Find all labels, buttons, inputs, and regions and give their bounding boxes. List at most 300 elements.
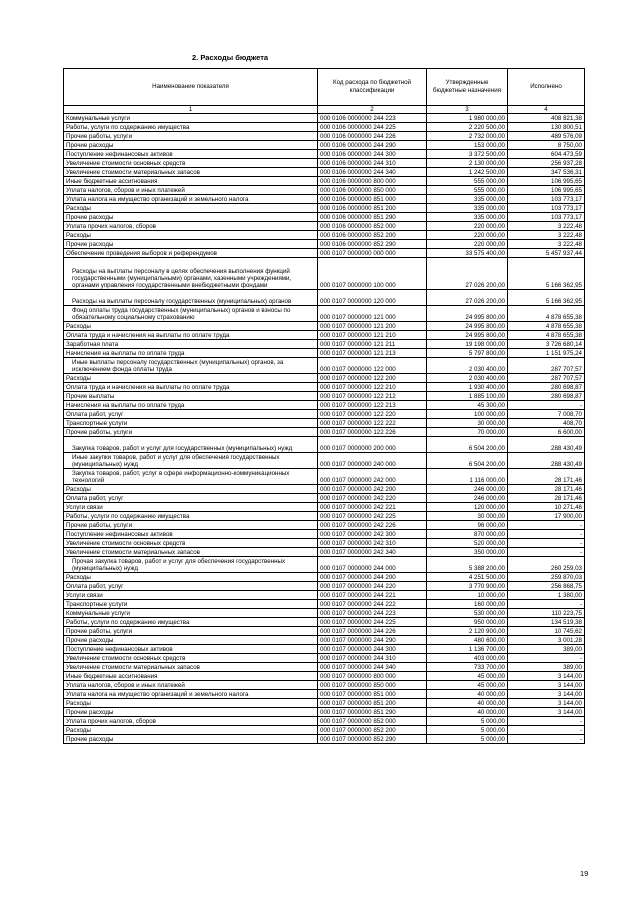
row-code-cell: 000 0107 0000000 121 211 — [318, 340, 427, 349]
row-approved-cell: 153 000,00 — [427, 141, 508, 150]
row-executed-cell: 604 473,59 — [508, 150, 585, 159]
row-name-cell: Расходы — [64, 322, 318, 331]
row-code-cell: 000 0107 0000000 100 000 — [318, 258, 427, 290]
row-code-cell: 000 0106 0000000 244 290 — [318, 141, 427, 150]
row-approved-cell: 24 995 800,00 — [427, 331, 508, 340]
row-executed-cell: 280 698,87 — [508, 383, 585, 392]
row-approved-cell: 24 995 800,00 — [427, 306, 508, 322]
table-row — [64, 222, 585, 231]
column-header-approved: Утвержденные бюджетные назначения — [427, 69, 508, 106]
row-executed-cell: - — [508, 530, 585, 539]
table-row — [64, 690, 585, 699]
row-approved-cell: 246 000,00 — [427, 494, 508, 503]
table-row — [64, 681, 585, 690]
row-code-cell: 000 0106 0000000 244 300 — [318, 150, 427, 159]
row-name-cell: Увеличение стоимости материальных запасов — [64, 548, 318, 557]
table-row — [64, 331, 585, 340]
row-name-cell: Уплата прочих налогов, сборов — [64, 222, 318, 231]
row-approved-cell: 70 000,00 — [427, 428, 508, 437]
table-row — [64, 392, 585, 401]
row-name-cell: Услуги связи — [64, 503, 318, 512]
row-name-cell: Поступление нефинансовых активов — [64, 645, 318, 654]
row-approved-cell: 403 000,00 — [427, 654, 508, 663]
table-row — [64, 383, 585, 392]
row-executed-cell: 288 430,49 — [508, 437, 585, 453]
row-executed-cell: 3 726 680,14 — [508, 340, 585, 349]
row-approved-cell: 5 797 800,00 — [427, 349, 508, 358]
row-name-cell: Расходы — [64, 231, 318, 240]
row-approved-cell: 350 000,00 — [427, 548, 508, 557]
row-name-cell: Прочие выплаты — [64, 392, 318, 401]
row-code-cell: 000 0107 0000000 122 210 — [318, 383, 427, 392]
table-row — [64, 340, 585, 349]
row-name-cell: Транспортные услуги — [64, 419, 318, 428]
table-row — [64, 453, 585, 469]
row-code-cell: 000 0107 0000000 244 340 — [318, 663, 427, 672]
row-code-cell: 000 0107 0000000 000 000 — [318, 249, 427, 258]
row-executed-cell: 103 773,17 — [508, 195, 585, 204]
row-executed-cell: 389,00 — [508, 645, 585, 654]
row-code-cell: 000 0107 0000000 121 000 — [318, 306, 427, 322]
row-executed-cell: 28 171,46 — [508, 469, 585, 485]
row-code-cell: 000 0107 0000000 242 340 — [318, 548, 427, 557]
row-approved-cell: 40 000,00 — [427, 690, 508, 699]
row-code-cell: 000 0107 0000000 122 213 — [318, 401, 427, 410]
row-approved-cell: 2 030 400,00 — [427, 358, 508, 374]
row-approved-cell: 335 000,00 — [427, 204, 508, 213]
row-approved-cell: 6 504 200,00 — [427, 453, 508, 469]
row-name-cell: Увеличение стоимости основных средств — [64, 539, 318, 548]
row-name-cell: Прочая закупка товаров, работ и услуг для обеспечения государственных (муниципальных) нужд — [64, 557, 318, 573]
row-code-cell: 000 0107 0000000 122 222 — [318, 419, 427, 428]
row-code-cell: 000 0107 0000000 242 000 — [318, 469, 427, 485]
row-name-cell: Заработная плата — [64, 340, 318, 349]
row-name-cell: Прочие расходы — [64, 141, 318, 150]
row-executed-cell: 1 380,00 — [508, 591, 585, 600]
column-header-name: Наименование показателя — [64, 69, 318, 106]
row-code-cell: 000 0106 0000000 244 225 — [318, 123, 427, 132]
row-name-cell: Прочие расходы — [64, 240, 318, 249]
row-code-cell: 000 0107 0000000 121 210 — [318, 331, 427, 340]
table-row — [64, 636, 585, 645]
row-code-cell: 000 0107 0000000 122 226 — [318, 428, 427, 437]
table-row — [64, 150, 585, 159]
row-name-cell: Оплата работ, услуг — [64, 410, 318, 419]
row-approved-cell: 19 198 000,00 — [427, 340, 508, 349]
row-code-cell: 000 0106 0000000 852 000 — [318, 222, 427, 231]
row-name-cell: Уплата прочих налогов, сборов — [64, 717, 318, 726]
row-code-cell: 000 0107 0000000 244 226 — [318, 627, 427, 636]
row-executed-cell: 256 937,28 — [508, 159, 585, 168]
row-executed-cell: 5 457 937,44 — [508, 249, 585, 258]
row-name-cell: Расходы на выплаты персоналу в целях обеспечения выполнения функций государственными (муниципальными) органами, казенными учреждениями, органами управления государственными внебюджетными фондами — [64, 258, 318, 290]
row-executed-cell: 489 576,09 — [508, 132, 585, 141]
table-row — [64, 374, 585, 383]
row-approved-cell: 33 575 400,00 — [427, 249, 508, 258]
row-code-cell: 000 0106 0000000 851 200 — [318, 204, 427, 213]
table-row — [64, 512, 585, 521]
row-code-cell: 000 0107 0000000 852 290 — [318, 735, 427, 744]
row-code-cell: 000 0107 0000000 121 213 — [318, 349, 427, 358]
table-row — [64, 539, 585, 548]
table-row — [64, 306, 585, 322]
row-code-cell: 000 0107 0000000 242 225 — [318, 512, 427, 521]
column-number: 2 — [318, 106, 427, 114]
row-name-cell: Уплата налога на имущество организаций и земельного налога — [64, 690, 318, 699]
row-name-cell: Увеличение стоимости материальных запасов — [64, 663, 318, 672]
row-name-cell: Расходы — [64, 699, 318, 708]
table-row — [64, 627, 585, 636]
column-number: 4 — [508, 106, 585, 114]
row-approved-cell: 5 000,00 — [427, 717, 508, 726]
row-code-cell: 000 0106 0000000 244 310 — [318, 159, 427, 168]
table-row — [64, 469, 585, 485]
table-row — [64, 485, 585, 494]
row-approved-cell: 5 388 200,00 — [427, 557, 508, 573]
row-code-cell: 000 0106 0000000 851 290 — [318, 213, 427, 222]
row-approved-cell: 160 000,00 — [427, 600, 508, 609]
row-code-cell: 000 0106 0000000 852 290 — [318, 240, 427, 249]
row-approved-cell: 4 251 500,00 — [427, 573, 508, 582]
row-executed-cell: 28 171,46 — [508, 494, 585, 503]
table-row — [64, 663, 585, 672]
row-approved-cell: 2 130 000,00 — [427, 159, 508, 168]
row-executed-cell: 106 995,65 — [508, 177, 585, 186]
row-approved-cell: 246 000,00 — [427, 485, 508, 494]
row-name-cell: Иные выплаты персоналу государственных (муниципальных) органов, за исключением фонда оплаты труда — [64, 358, 318, 374]
row-approved-cell: 30 000,00 — [427, 512, 508, 521]
table-row — [64, 168, 585, 177]
row-code-cell: 000 0107 0000000 244 225 — [318, 618, 427, 627]
table-row — [64, 654, 585, 663]
table-row — [64, 600, 585, 609]
row-approved-cell: 1 242 500,00 — [427, 168, 508, 177]
row-name-cell: Иные бюджетные ассигнования — [64, 672, 318, 681]
row-executed-cell: 3 144,00 — [508, 699, 585, 708]
row-executed-cell: 103 773,17 — [508, 213, 585, 222]
row-approved-cell: 335 000,00 — [427, 213, 508, 222]
column-header-code: Код расхода по бюджетной классификации — [318, 69, 427, 106]
row-code-cell: 000 0106 0000000 244 223 — [318, 114, 427, 123]
row-executed-cell: 17 900,00 — [508, 512, 585, 521]
row-approved-cell: 45 000,00 — [427, 672, 508, 681]
table-row — [64, 618, 585, 627]
row-name-cell: Уплата налогов, сборов и иных платежей — [64, 681, 318, 690]
table-row — [64, 503, 585, 512]
row-approved-cell: 1 885 100,00 — [427, 392, 508, 401]
row-approved-cell: 2 220 500,00 — [427, 123, 508, 132]
row-approved-cell: 27 026 200,00 — [427, 258, 508, 290]
row-code-cell: 000 0107 0000000 122 212 — [318, 392, 427, 401]
row-code-cell: 000 0107 0000000 851 290 — [318, 708, 427, 717]
table-row — [64, 582, 585, 591]
row-name-cell: Оплата труда и начисления на выплаты по оплате труда — [64, 383, 318, 392]
row-executed-cell: 7 008,70 — [508, 410, 585, 419]
table-row — [64, 726, 585, 735]
row-approved-cell: 3 770 900,00 — [427, 582, 508, 591]
row-code-cell: 000 0107 0000000 242 221 — [318, 503, 427, 512]
row-name-cell: Оплата труда и начисления на выплаты по оплате труда — [64, 331, 318, 340]
row-executed-cell: 10 271,46 — [508, 503, 585, 512]
column-number: 1 — [64, 106, 318, 114]
row-approved-cell: 5 000,00 — [427, 726, 508, 735]
row-code-cell: 000 0106 0000000 852 200 — [318, 231, 427, 240]
row-approved-cell: 2 030 400,00 — [427, 374, 508, 383]
row-approved-cell: 96 000,00 — [427, 521, 508, 530]
budget-expenses-table — [63, 68, 585, 744]
row-executed-cell: 4 878 655,38 — [508, 331, 585, 340]
row-code-cell: 000 0107 0000000 244 220 — [318, 582, 427, 591]
row-executed-cell: 389,00 — [508, 663, 585, 672]
row-approved-cell: 5 000,00 — [427, 735, 508, 744]
row-name-cell: Начисления на выплаты по оплате труда — [64, 349, 318, 358]
row-executed-cell: - — [508, 548, 585, 557]
row-code-cell: 000 0106 0000000 244 226 — [318, 132, 427, 141]
row-code-cell: 000 0107 0000000 244 200 — [318, 573, 427, 582]
row-name-cell: Работы, услуги по содержанию имущества — [64, 618, 318, 627]
row-executed-cell: 287 707,57 — [508, 358, 585, 374]
row-executed-cell: 106 995,65 — [508, 186, 585, 195]
row-executed-cell: - — [508, 539, 585, 548]
row-code-cell: 000 0107 0000000 122 220 — [318, 410, 427, 419]
table-row — [64, 401, 585, 410]
page-number: 19 — [580, 869, 589, 878]
row-name-cell: Расходы — [64, 726, 318, 735]
row-code-cell: 000 0106 0000000 244 340 — [318, 168, 427, 177]
row-approved-cell: 335 000,00 — [427, 195, 508, 204]
row-name-cell: Увеличение стоимости материальных запасов — [64, 168, 318, 177]
table-row — [64, 249, 585, 258]
row-approved-cell: 555 000,00 — [427, 177, 508, 186]
row-name-cell: Прочие расходы — [64, 213, 318, 222]
table-row — [64, 141, 585, 150]
row-executed-cell: 3 144,00 — [508, 708, 585, 717]
row-approved-cell: 30 000,00 — [427, 419, 508, 428]
table-row — [64, 231, 585, 240]
row-name-cell: Поступление нефинансовых активов — [64, 530, 318, 539]
table-row — [64, 645, 585, 654]
row-approved-cell: 1 930 400,00 — [427, 383, 508, 392]
row-name-cell: Увеличение стоимости основных средств — [64, 159, 318, 168]
row-name-cell: Прочие работы, услуги — [64, 521, 318, 530]
row-name-cell: Работы, услуги по содержанию имущества — [64, 123, 318, 132]
table-row — [64, 322, 585, 331]
row-executed-cell: 287 707,57 — [508, 374, 585, 383]
row-executed-cell: 6 600,00 — [508, 428, 585, 437]
row-approved-cell: 220 000,00 — [427, 222, 508, 231]
table-body — [64, 114, 585, 744]
row-name-cell: Обеспечение проведения выборов и референдумов — [64, 249, 318, 258]
row-executed-cell: 256 868,75 — [508, 582, 585, 591]
row-approved-cell: 100 000,00 — [427, 410, 508, 419]
row-code-cell: 000 0107 0000000 244 223 — [318, 609, 427, 618]
row-executed-cell: 259 870,03 — [508, 573, 585, 582]
row-code-cell: 000 0107 0000000 244 000 — [318, 557, 427, 573]
row-code-cell: 000 0107 0000000 851 200 — [318, 699, 427, 708]
row-code-cell: 000 0107 0000000 244 290 — [318, 636, 427, 645]
table-row — [64, 159, 585, 168]
row-name-cell: Уплата налога на имущество организаций и земельного налога — [64, 195, 318, 204]
row-code-cell: 000 0107 0000000 242 200 — [318, 485, 427, 494]
table-row — [64, 609, 585, 618]
row-executed-cell: 288 430,49 — [508, 453, 585, 469]
table-row — [64, 358, 585, 374]
row-code-cell: 000 0107 0000000 121 200 — [318, 322, 427, 331]
row-code-cell: 000 0107 0000000 800 000 — [318, 672, 427, 681]
row-code-cell: 000 0107 0000000 122 000 — [318, 358, 427, 374]
row-approved-cell: 220 000,00 — [427, 231, 508, 240]
row-code-cell: 000 0107 0000000 851 000 — [318, 690, 427, 699]
row-approved-cell: 220 000,00 — [427, 240, 508, 249]
row-code-cell: 000 0107 0000000 122 200 — [318, 374, 427, 383]
row-executed-cell: 280 698,87 — [508, 392, 585, 401]
row-executed-cell: 3 222,48 — [508, 222, 585, 231]
row-approved-cell: 120 000,00 — [427, 503, 508, 512]
row-approved-cell: 950 000,00 — [427, 618, 508, 627]
row-name-cell: Расходы — [64, 374, 318, 383]
row-executed-cell: 347 536,31 — [508, 168, 585, 177]
row-code-cell: 000 0107 0000000 242 310 — [318, 539, 427, 548]
row-name-cell: Увеличение стоимости основных средств — [64, 654, 318, 663]
row-executed-cell: 3 144,00 — [508, 681, 585, 690]
row-executed-cell: - — [508, 726, 585, 735]
table-row — [64, 204, 585, 213]
row-code-cell: 000 0107 0000000 242 300 — [318, 530, 427, 539]
row-executed-cell: - — [508, 521, 585, 530]
row-name-cell: Оплата работ, услуг — [64, 582, 318, 591]
row-name-cell: Закупка товаров, работ и услуг для государственных (муниципальных) нужд — [64, 437, 318, 453]
row-name-cell: Закупка товаров, работ, услуг в сфере информационно-коммуникационных технологий — [64, 469, 318, 485]
table-row — [64, 717, 585, 726]
row-executed-cell: 103 773,17 — [508, 204, 585, 213]
row-name-cell: Иные закупки товаров, работ и услуг для обеспечения государственных (муниципальных) нужд — [64, 453, 318, 469]
row-approved-cell: 870 000,00 — [427, 530, 508, 539]
row-approved-cell: 2 732 000,00 — [427, 132, 508, 141]
row-approved-cell: 40 000,00 — [427, 708, 508, 717]
row-executed-cell: 3 144,00 — [508, 672, 585, 681]
table-row — [64, 177, 585, 186]
row-executed-cell: 3 222,48 — [508, 240, 585, 249]
table-row — [64, 114, 585, 123]
table-row — [64, 591, 585, 600]
row-approved-cell: 1 116 000,00 — [427, 469, 508, 485]
row-name-cell: Прочие работы, услуги — [64, 132, 318, 141]
row-approved-cell: 733 700,00 — [427, 663, 508, 672]
row-approved-cell: 1 980 000,00 — [427, 114, 508, 123]
row-approved-cell: 555 000,00 — [427, 186, 508, 195]
table-row — [64, 410, 585, 419]
row-code-cell: 000 0107 0000000 852 000 — [318, 717, 427, 726]
row-name-cell: Расходы на выплаты персоналу государственных (муниципальных) органов — [64, 290, 318, 306]
table-row — [64, 573, 585, 582]
row-code-cell: 000 0107 0000000 850 000 — [318, 681, 427, 690]
row-executed-cell: - — [508, 654, 585, 663]
row-code-cell: 000 0107 0000000 244 221 — [318, 591, 427, 600]
row-approved-cell: 480 600,00 — [427, 636, 508, 645]
table-row — [64, 213, 585, 222]
row-code-cell: 000 0107 0000000 200 000 — [318, 437, 427, 453]
row-executed-cell: 3 222,48 — [508, 231, 585, 240]
row-name-cell: Прочие расходы — [64, 735, 318, 744]
row-executed-cell: 408 821,38 — [508, 114, 585, 123]
row-name-cell: Начисления на выплаты по оплате труда — [64, 401, 318, 410]
row-approved-cell: 45 300,00 — [427, 401, 508, 410]
row-name-cell: Прочие расходы — [64, 708, 318, 717]
row-code-cell: 000 0107 0000000 244 300 — [318, 645, 427, 654]
row-approved-cell: 2 120 900,00 — [427, 627, 508, 636]
page-title: 2. Расходы бюджета — [192, 53, 269, 62]
row-executed-cell: 1 151 975,24 — [508, 349, 585, 358]
table-row — [64, 419, 585, 428]
row-code-cell: 000 0107 0000000 244 310 — [318, 654, 427, 663]
row-executed-cell: - — [508, 600, 585, 609]
table-row — [64, 195, 585, 204]
row-executed-cell: 4 878 655,38 — [508, 322, 585, 331]
row-executed-cell: 110 223,75 — [508, 609, 585, 618]
table-row — [64, 349, 585, 358]
row-name-cell: Поступление нефинансовых активов — [64, 150, 318, 159]
row-name-cell: Уплата налогов, сборов и иных платежей — [64, 186, 318, 195]
row-name-cell: Работы, услуги по содержанию имущества — [64, 512, 318, 521]
row-code-cell: 000 0106 0000000 800 000 — [318, 177, 427, 186]
row-code-cell: 000 0107 0000000 244 222 — [318, 600, 427, 609]
row-approved-cell: 1 136 700,00 — [427, 645, 508, 654]
table-row — [64, 132, 585, 141]
row-name-cell: Транспортные услуги — [64, 600, 318, 609]
row-approved-cell: 24 995 800,00 — [427, 322, 508, 331]
row-name-cell: Иные бюджетные ассигнования — [64, 177, 318, 186]
row-name-cell: Прочие работы, услуги — [64, 627, 318, 636]
row-executed-cell: 408,70 — [508, 419, 585, 428]
table-row — [64, 186, 585, 195]
row-name-cell: Коммунальные услуги — [64, 609, 318, 618]
row-code-cell: 000 0107 0000000 242 226 — [318, 521, 427, 530]
table-row — [64, 672, 585, 681]
row-name-cell: Услуги связи — [64, 591, 318, 600]
row-approved-cell: 45 000,00 — [427, 681, 508, 690]
row-executed-cell: 5 166 362,95 — [508, 290, 585, 306]
row-approved-cell: 530 000,00 — [427, 609, 508, 618]
row-code-cell: 000 0106 0000000 850 000 — [318, 186, 427, 195]
row-approved-cell: 520 000,00 — [427, 539, 508, 548]
row-executed-cell: - — [508, 717, 585, 726]
row-code-cell: 000 0107 0000000 240 000 — [318, 453, 427, 469]
row-executed-cell: - — [508, 401, 585, 410]
row-name-cell: Расходы — [64, 573, 318, 582]
table-row — [64, 258, 585, 290]
row-approved-cell: 27 026 200,00 — [427, 290, 508, 306]
row-approved-cell: 6 504 200,00 — [427, 437, 508, 453]
table-row — [64, 699, 585, 708]
row-name-cell: Расходы — [64, 204, 318, 213]
row-executed-cell: 5 166 362,95 — [508, 258, 585, 290]
table-row — [64, 557, 585, 573]
row-executed-cell: 134 519,38 — [508, 618, 585, 627]
row-name-cell: Фонд оплаты труда государственных (муниципальных) органов и взносы по обязательному социальному страхованию — [64, 306, 318, 322]
table-row — [64, 530, 585, 539]
row-name-cell: Оплата работ, услуг — [64, 494, 318, 503]
column-header-executed: Исполнено — [508, 69, 585, 106]
row-executed-cell: 28 171,46 — [508, 485, 585, 494]
row-code-cell: 000 0107 0000000 852 200 — [318, 726, 427, 735]
row-executed-cell: 260 259,03 — [508, 557, 585, 573]
table-row — [64, 123, 585, 132]
table-row — [64, 548, 585, 557]
table-row — [64, 708, 585, 717]
table-row — [64, 290, 585, 306]
row-executed-cell: 3 144,00 — [508, 690, 585, 699]
row-approved-cell: 10 000,00 — [427, 591, 508, 600]
